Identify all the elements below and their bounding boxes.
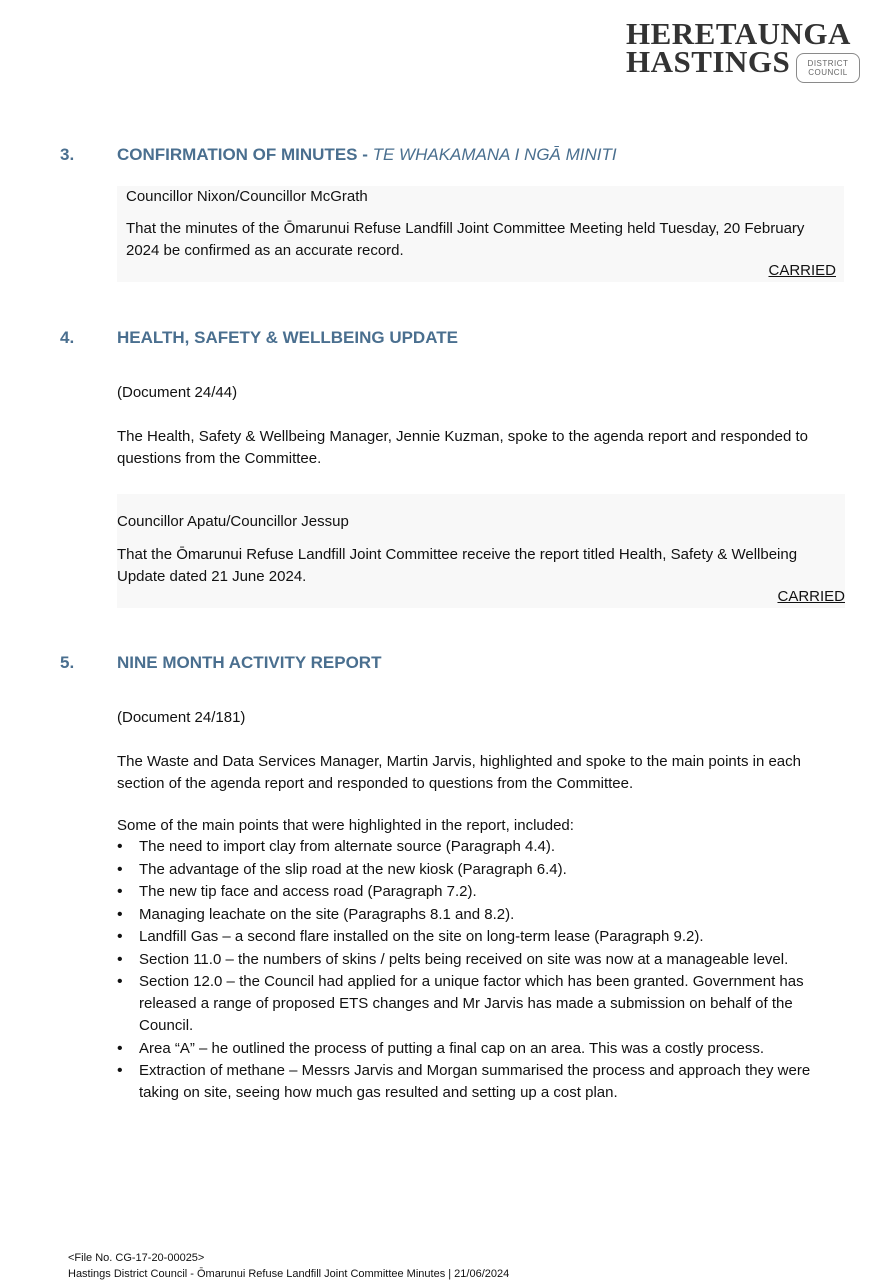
section-5-points-intro: Some of the main points that were highlighted in the report, included: (117, 817, 574, 834)
council-logo (624, 16, 864, 86)
logo-badge (796, 53, 860, 83)
section-title-maori: TE WHAKAMANA I NGĀ MINITI (372, 145, 617, 164)
list-item: • The need to import clay from alternate source (Paragraph 4.4). (117, 836, 847, 858)
resolution-movers: Councillor Apatu/Councillor Jessup (117, 513, 349, 530)
section-5-document-ref: (Document 24/181) (117, 709, 246, 726)
section-number: 3. (60, 145, 75, 164)
section-title: NINE MONTH ACTIVITY REPORT (117, 653, 382, 672)
section-number: 5. (60, 653, 75, 672)
section-number: 4. (60, 328, 75, 347)
section-4-intro: The Health, Safety & Wellbeing Manager, Jennie Kuzman, spoke to the agenda report and responded to questions from the Committee. (117, 428, 809, 467)
logo-line-2: HASTINGS (626, 44, 791, 79)
section-title-english: CONFIRMATION OF MINUTES - (117, 145, 373, 164)
resolution-movers: Councillor Nixon/Councillor McGrath (126, 188, 368, 205)
section-4-resolution-box (117, 494, 845, 608)
list-item: • Section 12.0 – the Council had applied for a unique factor which has been granted. Government has released a range of proposed ETS changes and Mr Jarvis has made a submission on behalf of the Council. (117, 971, 847, 1037)
section-4-document-ref: (Document 24/44) (117, 384, 238, 401)
list-item: • Managing leachate on the site (Paragraphs 8.1 and 8.2). (117, 904, 847, 926)
section-5-points-list (117, 836, 847, 1105)
footer-file-number: <File No. CG-17-20-00025> (68, 1252, 205, 1264)
resolution-text: That the Ōmarunui Refuse Landfill Joint Committee receive the report titled Health, Safety & Wellbeing Update dated 21 June 2024. (117, 546, 798, 585)
list-item: • Section 11.0 – the numbers of skins / pelts being received on site was now at a manageable level. (117, 949, 847, 971)
section-title (117, 145, 617, 165)
resolution-result: CARRIED (768, 262, 836, 279)
section-5-intro: The Waste and Data Services Manager, Martin Jarvis, highlighted and spoke to the main points in each section of the agenda report and responded to questions from the Committee. (117, 753, 801, 792)
section-title: HEALTH, SAFETY & WELLBEING UPDATE (117, 328, 458, 347)
footer-document-line: Hastings District Council - Ōmarunui Refuse Landfill Joint Committee Minutes | 21/06/2024 (68, 1268, 510, 1280)
logo-line-1: HERETAUNGA (626, 16, 851, 51)
resolution-text: That the minutes of the Ōmarunui Refuse Landfill Joint Committee Meeting held Tuesday, 20 February 2024 be confirmed as an accurate record. (126, 220, 805, 259)
list-item: • Area “A” – he outlined the process of putting a final cap on an area. This was a costly process. (117, 1038, 847, 1060)
list-item: • Landfill Gas – a second flare installed on the site on long-term lease (Paragraph 9.2). (117, 926, 847, 948)
logo-badge-line-1: DISTRICT (807, 59, 849, 68)
logo-badge-line-2: COUNCIL (808, 68, 848, 77)
list-item: • The advantage of the slip road at the new kiosk (Paragraph 6.4). (117, 859, 847, 881)
list-item: • Extraction of methane – Messrs Jarvis and Morgan summarised the process and approach they were taking on site, seeing how much gas resulted and setting up a cost plan. (117, 1060, 847, 1104)
resolution-result: CARRIED (777, 588, 845, 605)
section-3-resolution-box (117, 186, 844, 282)
list-item: • The new tip face and access road (Paragraph 7.2). (117, 881, 847, 903)
